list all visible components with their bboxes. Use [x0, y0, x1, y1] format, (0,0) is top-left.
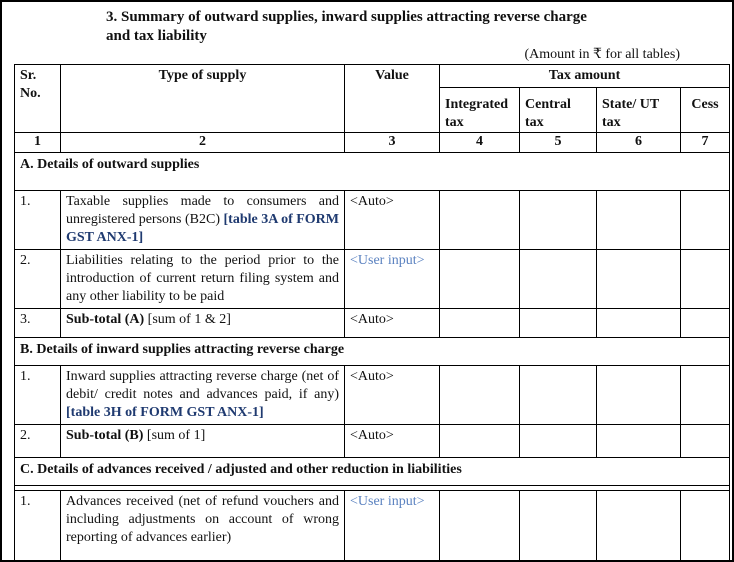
table-row [15, 491, 730, 562]
col-header-value: Value [345, 65, 440, 133]
central-tax-cell[interactable] [520, 309, 597, 338]
state-tax-cell[interactable] [597, 491, 681, 562]
amount-note: (Amount in ₹ for all tables) [524, 47, 680, 62]
row-value: <Auto> [345, 191, 440, 250]
state-tax-cell[interactable] [597, 250, 681, 309]
cess-cell[interactable] [681, 191, 730, 250]
col-header-integrated: Integrated tax [440, 88, 520, 133]
row-text: [sum of 1] [143, 428, 206, 443]
col-number: 4 [440, 133, 520, 153]
central-tax-cell[interactable] [520, 250, 597, 309]
table-row [15, 191, 730, 250]
form-reference-link[interactable]: [table 3A of FORM GST ANX-1] [66, 212, 340, 245]
col-number: 3 [345, 133, 440, 153]
integrated-tax-cell[interactable] [440, 191, 520, 250]
row-sr: 1. [15, 191, 61, 250]
cess-cell[interactable] [681, 425, 730, 458]
col-number: 2 [61, 133, 345, 153]
row-text: [sum of 1 & 2] [144, 312, 231, 327]
section-c-row [15, 458, 730, 486]
row-sr: 3. [15, 309, 61, 338]
row-description [61, 309, 345, 338]
section-b-title: B. Details of inward supplies attracting reverse charge [15, 338, 730, 366]
row-text: Inward supplies attracting reverse charge (net of debit/ credit notes and advances paid, if any) [66, 369, 339, 402]
row-value-input[interactable]: <User input> [345, 491, 440, 562]
row-description [61, 425, 345, 458]
section-a-title: A. Details of outward supplies [15, 153, 730, 191]
col-header-central: Central tax [520, 88, 597, 133]
col-header-cess: Cess [681, 88, 730, 133]
cess-cell[interactable] [681, 366, 730, 425]
state-tax-cell[interactable] [597, 309, 681, 338]
col-number: 7 [681, 133, 730, 153]
cess-cell[interactable] [681, 250, 730, 309]
cess-cell[interactable] [681, 309, 730, 338]
column-number-row [15, 133, 730, 153]
col-number: 1 [15, 133, 61, 153]
heading-line-2: and tax liability [106, 28, 207, 44]
state-tax-cell[interactable] [597, 425, 681, 458]
row-text: Taxable supplies made to consumers and unregistered persons (B2C) [66, 194, 339, 227]
integrated-tax-cell[interactable] [440, 366, 520, 425]
row-value-input[interactable]: <User input> [345, 250, 440, 309]
row-description [61, 191, 345, 250]
integrated-tax-cell[interactable] [440, 491, 520, 562]
summary-table [14, 64, 730, 562]
section-heading [106, 8, 666, 46]
table-row [15, 425, 730, 458]
row-sr: 1. [15, 366, 61, 425]
subtotal-label: Sub-total (B) [66, 428, 144, 443]
section-c-title: C. Details of advances received / adjusted and other reduction in liabilities [15, 458, 730, 486]
row-description: Advances received (net of refund vouchers and including adjustments on account of wrong reporting of advances earlier) [61, 491, 345, 562]
central-tax-cell[interactable] [520, 366, 597, 425]
form-reference-link[interactable]: [table 3H of FORM GST ANX-1] [66, 405, 264, 420]
integrated-tax-cell[interactable] [440, 425, 520, 458]
subtotal-label: Sub-total (A) [66, 312, 145, 327]
central-tax-cell[interactable] [520, 491, 597, 562]
row-description [61, 366, 345, 425]
row-sr: 1. [15, 491, 61, 562]
table-row [15, 250, 730, 309]
state-tax-cell[interactable] [597, 191, 681, 250]
row-description: Liabilities relating to the period prior to the introduction of current return filing system and any other liability to be paid [61, 250, 345, 309]
row-sr: 2. [15, 425, 61, 458]
heading-line-1: 3. Summary of outward supplies, inward supplies attracting reverse charge [106, 9, 587, 25]
row-value: <Auto> [345, 366, 440, 425]
section-a-row [15, 153, 730, 191]
state-tax-cell[interactable] [597, 366, 681, 425]
cess-cell[interactable] [681, 491, 730, 562]
header-row [15, 65, 730, 88]
central-tax-cell[interactable] [520, 191, 597, 250]
col-header-sr: Sr. No. [15, 65, 61, 133]
row-value: <Auto> [345, 425, 440, 458]
col-number: 6 [597, 133, 681, 153]
col-header-tax-amount: Tax amount [440, 65, 730, 88]
row-sr: 2. [15, 250, 61, 309]
table-row [15, 366, 730, 425]
col-header-type: Type of supply [61, 65, 345, 133]
col-number: 5 [520, 133, 597, 153]
integrated-tax-cell[interactable] [440, 250, 520, 309]
col-header-state: State/ UT tax [597, 88, 681, 133]
table-row [15, 309, 730, 338]
section-b-row [15, 338, 730, 366]
integrated-tax-cell[interactable] [440, 309, 520, 338]
row-value: <Auto> [345, 309, 440, 338]
central-tax-cell[interactable] [520, 425, 597, 458]
